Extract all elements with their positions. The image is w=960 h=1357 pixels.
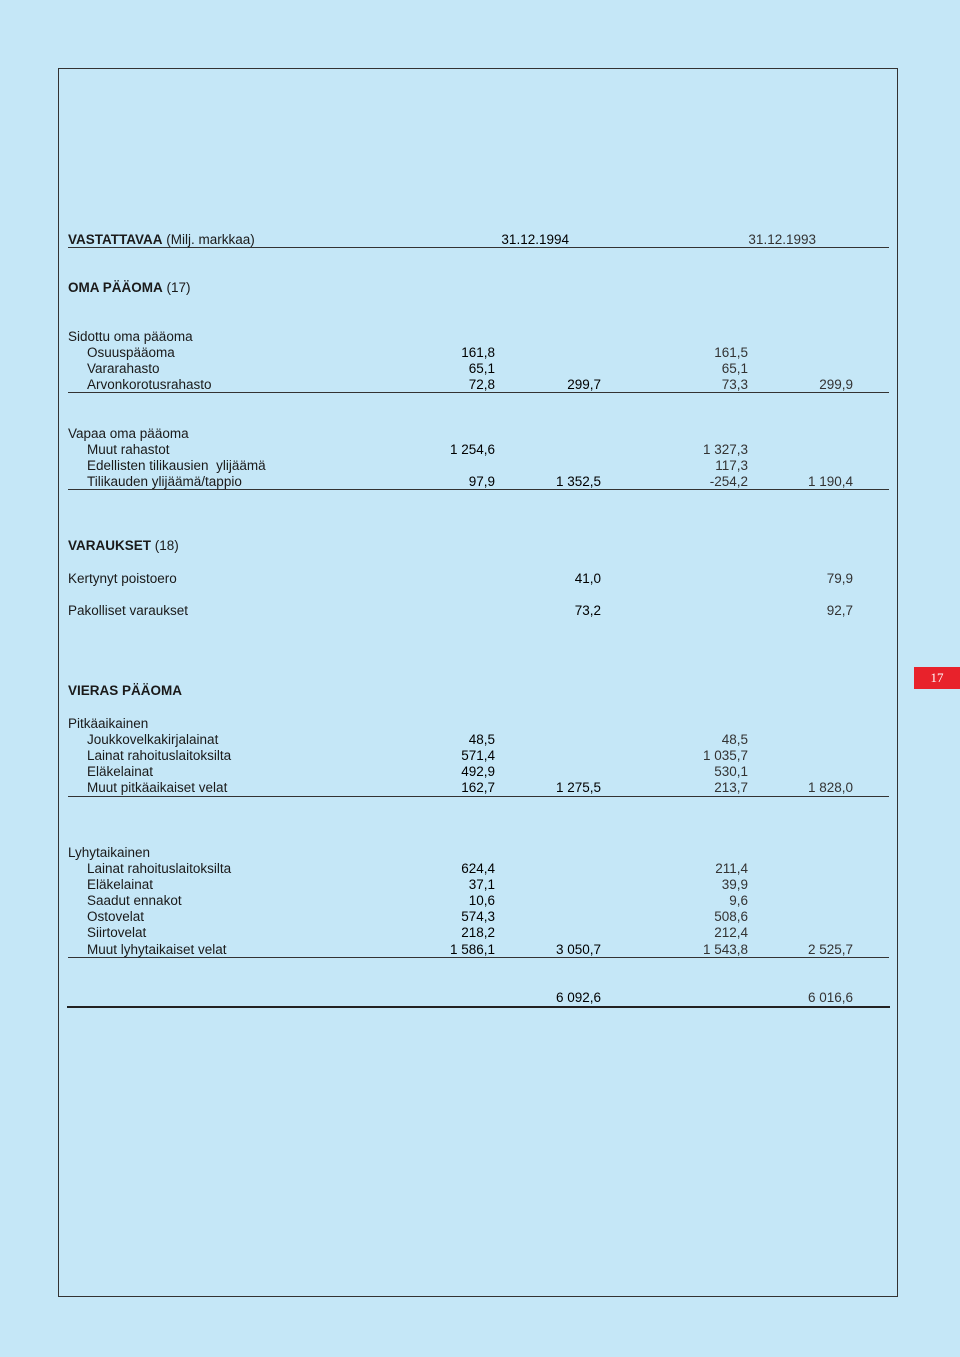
value-current: 1 254,6 [449,442,495,457]
header-rule [68,247,889,248]
row-label: Edellisten tilikausien ylijäämä [87,458,266,473]
row-label: Muut pitkäaikaiset velat [87,780,228,795]
value-current: 73,2 [574,603,601,618]
value-current: 37,1 [468,877,495,892]
value-current: 492,9 [461,764,495,779]
row-label: Vararahasto [87,361,160,376]
value-previous: -254,2 [709,474,748,489]
section-rule [68,957,889,958]
row-label: Ostovelat [87,909,145,924]
equity-heading [68,280,191,296]
value-current: 162,7 [461,780,495,795]
row-label: Muut rahastot [87,442,170,457]
short-term-label: Lyhytaikainen [68,845,151,860]
subtotal-current: 3 050,7 [555,942,601,957]
value-previous: 117,3 [715,458,748,473]
title-unit: (Milj. markkaa) [162,232,255,247]
value-current: 161,8 [461,345,495,360]
row-label: Kertynyt poistoero [68,571,177,586]
value-previous: 1 543,8 [702,942,748,957]
section-rule [68,392,889,393]
value-previous: 212,4 [714,925,748,940]
value-previous: 48,5 [721,732,748,747]
reserves-heading [68,538,179,554]
value-previous: 79,9 [826,571,853,586]
value-previous: 73,3 [721,377,748,392]
value-previous: 9,6 [729,893,748,908]
value-previous: 530,1 [714,764,748,779]
row-label: Siirtovelat [87,925,147,940]
equity-heading-bold: OMA PÄÄOMA [68,280,163,295]
subtotal-previous: 1 828,0 [807,780,853,795]
value-previous: 213,7 [714,780,748,795]
value-previous: 65,1 [721,361,748,376]
equity-heading-note: (17) [162,280,191,295]
value-previous: 1 327,3 [702,442,748,457]
row-label: Tilikauden ylijäämä/tappio [87,474,242,489]
value-previous: 39,9 [721,877,748,892]
subtotal-current: 1 275,5 [555,780,601,795]
reserves-heading-bold: VARAUKSET [68,538,152,553]
value-current: 571,4 [461,748,495,763]
value-current: 624,4 [461,861,495,876]
reserves-heading-note: (18) [151,538,179,553]
value-current: 218,2 [461,925,495,940]
free-equity-label: Vapaa oma pääoma [68,426,189,441]
date-current: 31.12.1994 [501,232,569,247]
title-bold: VASTATTAVAA [68,232,163,247]
value-current: 48,5 [468,732,495,747]
subtotal-previous: 2 525,7 [807,942,853,957]
value-previous: 92,7 [826,603,853,618]
value-current: 574,3 [461,909,495,924]
value-current: 97,9 [468,474,495,489]
value-previous: 161,5 [714,345,748,360]
value-current: 41,0 [574,571,601,586]
row-label: Eläkelainat [87,764,154,779]
row-label: Eläkelainat [87,877,154,892]
value-previous: 1 035,7 [702,748,748,763]
subtotal-previous: 299,9 [819,377,853,392]
row-label: Muut lyhytaikaiset velat [87,942,227,957]
value-current: 1 586,1 [449,942,495,957]
grand-total-current: 6 092,6 [555,990,601,1005]
row-label: Lainat rahoituslaitoksilta [87,861,232,876]
long-term-label: Pitkäaikainen [68,716,149,731]
page-number-tab: 17 [914,667,960,689]
subtotal-current: 1 352,5 [555,474,601,489]
date-previous: 31.12.1993 [748,232,816,247]
row-label: Arvonkorotusrahasto [87,377,212,392]
subtotal-previous: 1 190,4 [807,474,853,489]
grand-total-previous: 6 016,6 [807,990,853,1005]
restricted-equity-label: Sidottu oma pääoma [68,329,193,344]
section-rule [68,796,889,797]
row-label: Saadut ennakot [87,893,182,908]
table-title [68,232,255,248]
row-label: Osuuspääoma [87,345,175,360]
row-label: Joukkovelkakirjalainat [87,732,219,747]
grand-total-rule [67,1006,890,1008]
row-label: Pakolliset varaukset [68,603,189,618]
page-frame [58,68,898,1297]
subtotal-current: 299,7 [567,377,601,392]
value-current: 72,8 [468,377,495,392]
liabilities-heading: VIERAS PÄÄOMA [68,683,183,698]
value-current: 10,6 [468,893,495,908]
value-previous: 508,6 [714,909,748,924]
section-rule [68,489,889,490]
value-previous: 211,4 [715,861,748,876]
value-current: 65,1 [468,361,495,376]
row-label: Lainat rahoituslaitoksilta [87,748,232,763]
